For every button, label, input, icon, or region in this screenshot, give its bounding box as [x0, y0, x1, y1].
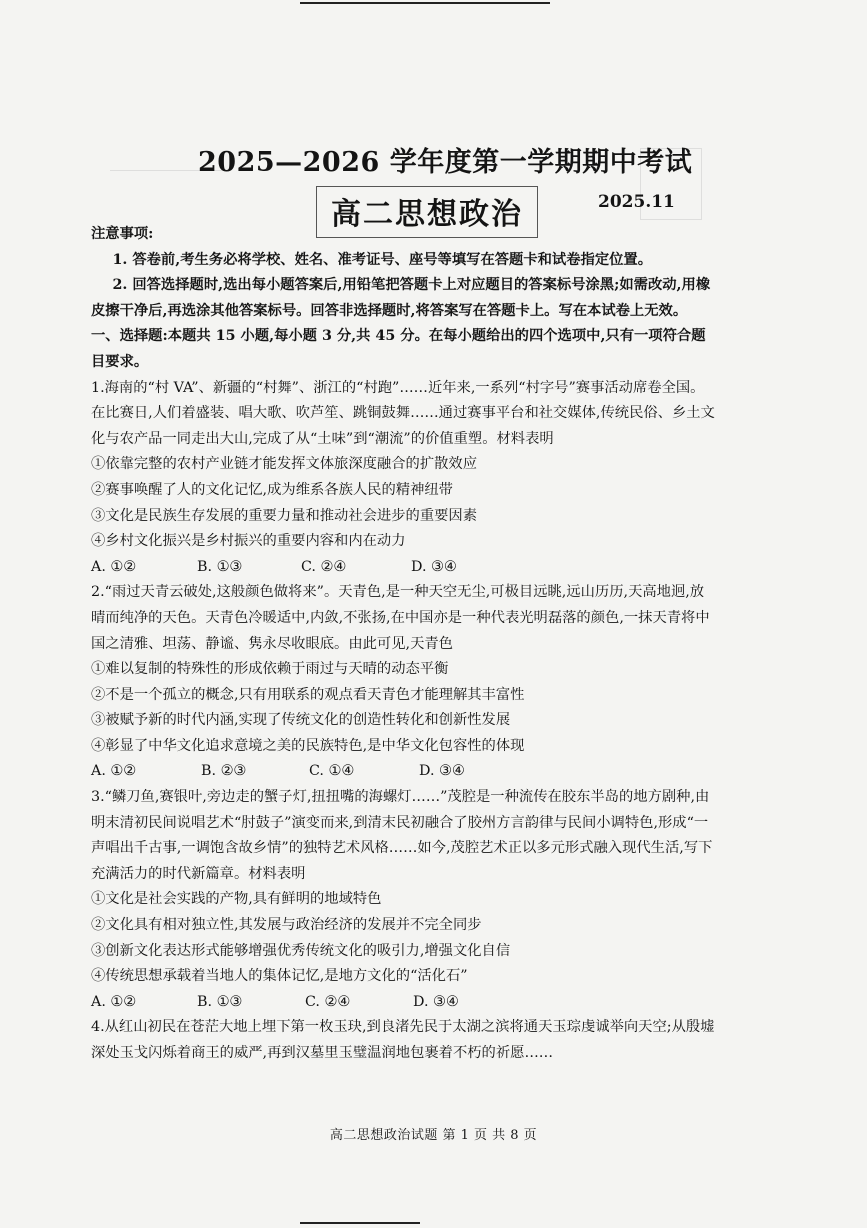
top-edge-line [300, 2, 550, 4]
subject-title: 高二思想政治 [316, 186, 538, 238]
option-c: C. ②④ [301, 558, 347, 575]
question-3-stem: 3.“鳞刀鱼,赛银叶,旁边走的蟹子灯,扭扭嘴的海螺灯……”茂腔是一种流传在胶东半岛的地方剧种,由明末清初民间说唱艺术“肘鼓子”演变而来,到清末民初融合了胶州方言韵律与民间小调特色,形成“一声唱出千古事,一调饱含故乡情”的独特艺术风格……如今,茂腔艺术正以多元形式融入现代生活,写下充满活力的时代新篇章。材料表明 [91, 789, 713, 882]
bottom-edge-line [300, 1222, 420, 1224]
question-2-statement-1: ①难以复制的特殊性的形成依赖于雨过与天晴的动态平衡 [91, 661, 449, 678]
question-3-statement-2: ②文化具有相对独立性,其发展与政治经济的发展并不完全同步 [91, 917, 482, 934]
question-2-statement-4: ④彰显了中华文化追求意境之美的民族特色,是中华文化包容性的体现 [91, 737, 525, 754]
question-2-options [91, 759, 716, 785]
question-1-statement-1: ①依靠完整的农村产业链才能发挥文体旅深度融合的扩散效应 [91, 456, 478, 473]
option-b: B. ①③ [197, 558, 243, 575]
notice-item-1: 1. 答卷前,考生务必将学校、姓名、准考证号、座号等填写在答题卡和试卷指定位置。 [112, 251, 653, 268]
page-footer: 高二思想政治试题 第 1 页 共 8 页 [329, 1128, 538, 1143]
question-3-statement-1: ①文化是社会实践的产物,具有鲜明的地域特色 [91, 891, 382, 908]
question-2-stem: 2.“雨过天青云破处,这般颜色做将来”。天青色,是一种天空无尘,可极目远眺,远山历历,天高地迥,放晴而纯净的天色。天青色冷暖适中,内敛,不张扬,在中国亦是一种代表光明磊落的颜色,一抹天青将中国之清雅、坦荡、静谧、隽永尽收眼底。由此可见,天青色 [91, 584, 710, 652]
exam-date: 2025.11 [598, 192, 675, 212]
question-3-statement-4: ④传统思想承载着当地人的集体记忆,是地方文化的“活化石” [91, 968, 468, 985]
option-d: D. ③④ [419, 763, 465, 780]
question-1-statement-2: ②赛事唤醒了人的文化记忆,成为维系各族人民的精神纽带 [91, 481, 453, 498]
option-a: A. ①② [91, 993, 137, 1010]
exam-title: 2025—2026 学年度第一学期期中考试 [198, 147, 693, 178]
exam-content [91, 222, 716, 1067]
question-1-statement-4: ④乡村文化振兴是乡村振兴的重要内容和内在动力 [91, 533, 406, 550]
section-heading: 一、选择题:本题共 15 小题,每小题 3 分,共 45 分。在每小题给出的四个选项中,只有一项符合题目要求。 [91, 328, 706, 370]
notice-heading: 注意事项: [91, 226, 154, 242]
question-1-statement-3: ③文化是民族生存发展的重要力量和推动社会进步的重要因素 [91, 507, 478, 524]
question-1-options [91, 555, 716, 581]
question-3-statement-3: ③创新文化表达形式能够增强优秀传统文化的吸引力,增强文化自信 [91, 942, 511, 959]
option-b: B. ①③ [197, 993, 243, 1010]
option-a: A. ①② [91, 763, 137, 780]
notice-item-2: 2. 回答选择题时,选出每小题答案后,用铅笔把答题卡上对应题目的答案标号涂黑;如需改动,用橡皮擦干净后,再选涂其他答案标号。回答非选择题时,将答案写在答题卡上。写在本试卷上无效。 [91, 277, 711, 319]
question-4-stem: 4.从红山初民在苍茫大地上埋下第一枚玉玦,到良渚先民于太湖之滨将通天玉琮虔诚举向天空;从殷墟深处玉戈闪烁着商王的威严,再到汉墓里玉璧温润地包裹着不朽的祈愿…… [91, 1019, 715, 1061]
question-1-stem: 1.海南的“村 VA”、新疆的“村舞”、浙江的“村跑”……近年来,一系列“村字号”赛事活动席卷全国。在比赛日,人们着盛装、唱大歌、吹芦笙、跳铜鼓舞……通过赛事平台和社交媒体,传统民俗、乡土文化与农产品一同走出大山,完成了从“土味”到“潮流”的价值重塑。材料表明 [91, 379, 715, 447]
question-3-options [91, 990, 716, 1016]
option-b: B. ②③ [201, 763, 247, 780]
option-c: C. ①④ [309, 763, 355, 780]
question-2-statement-2: ②不是一个孤立的概念,只有用联系的观点看天青色才能理解其丰富性 [91, 686, 525, 703]
option-d: D. ③④ [411, 558, 457, 575]
option-d: D. ③④ [413, 993, 459, 1010]
option-c: C. ②④ [305, 993, 351, 1010]
option-a: A. ①② [91, 558, 137, 575]
question-2-statement-3: ③被赋予新的时代内涵,实现了传统文化的创造性转化和创新性发展 [91, 712, 511, 729]
